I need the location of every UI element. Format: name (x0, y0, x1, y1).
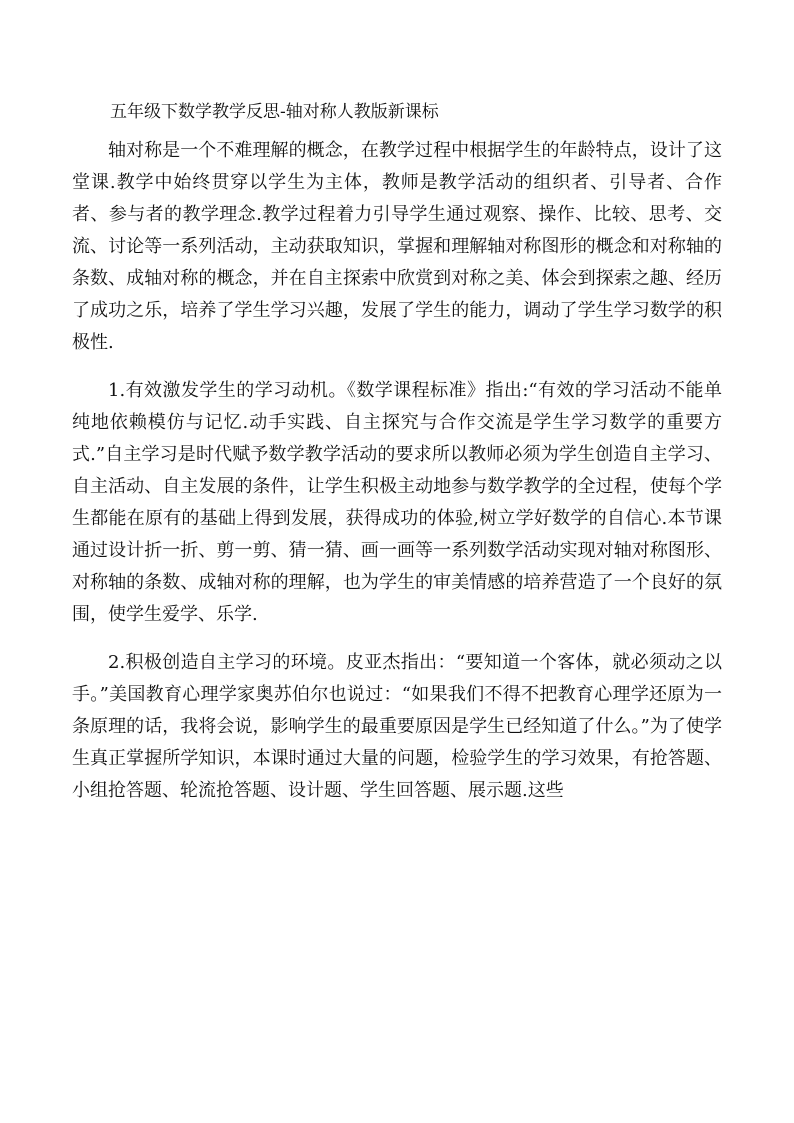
paragraph-point-2: 2.积极创造自主学习的环境。皮亚杰指出：“要知道一个客体，就必须动之以手。”美国教育心理学家奥苏伯尔也说过：“如果我们不得不把教育心理学还原为一条原理的话，我将会说，影响学生的最重要原因是学生已经知道了什么。”为了使学生真正掌握所学知识，本课时通过大量的问题，检验学生的学习效果，有抢答题、小组抢答题、轮流抢答题、设计题、学生回答题、展示题.这些 (72, 652, 722, 801)
paragraph-point-1: 1.有效激发学生的学习动机。《数学课程标准》指出:“有效的学习活动不能单纯地依赖模仿与记忆.动手实践、自主探究与合作交流是学生学习数学的重要方式.”自主学习是时代赋予数学教学活动的要求所以教师必须为学生创造自主学习、自主活动、自主发展的条件，让学生积极主动地参与数学教学的全过程，使每个学生都能在原有的基础上得到发展，获得成功的体验,树立学好数学的自信心.本节课通过设计折一折、剪一剪、猜一猜、画一画等一系列数学活动实现对轴对称图形、对称轴的条数、成轴对称的理解，也为学生的审美情感的培养营造了一个良好的氛围，使学生爱学、乐学. (72, 380, 722, 625)
document-page (72, 100, 722, 807)
paragraph-intro: 轴对称是一个不难理解的概念，在教学过程中根据学生的年龄特点，设计了这堂课.教学中始终贯穿以学生为主体，教师是教学活动的组织者、引导者、合作者、参与者的教学理念.教学过程着力引导学生通过观察、操作、比较、思考、交流、讨论等一系列活动，主动获取知识，掌握和理解轴对称图形的概念和对称轴的条数、成轴对称的概念，并在自主探索中欣赏到对称之美、体会到探索之趣、经历了成功之乐，培养了学生学习兴趣，发展了学生的能力，调动了学生学习数学的积极性. (72, 140, 722, 353)
document-title: 五年级下数学教学反思-轴对称人教版新课标 (110, 102, 439, 122)
